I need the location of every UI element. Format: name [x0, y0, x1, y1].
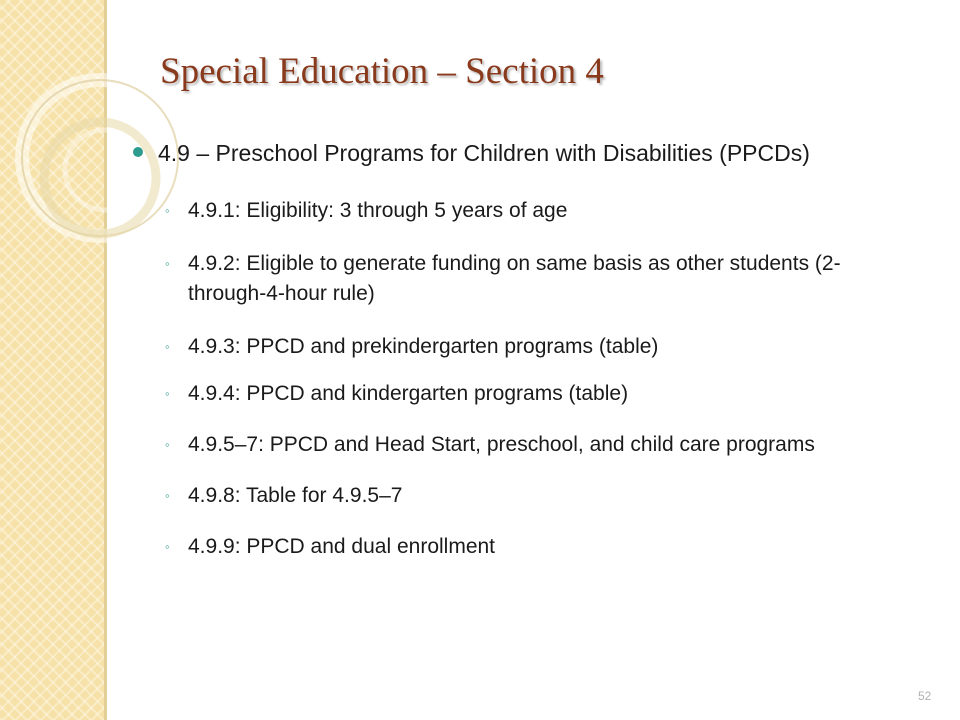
sub-bullet-7	[131, 532, 871, 562]
main-bullet	[131, 137, 871, 170]
sub-bullet-text: 4.9.9: PPCD and dual enrollment	[188, 535, 496, 558]
sub-bullet-text: 4.9.4: PPCD and kindergarten programs (table)	[188, 382, 629, 405]
sub-bullet-text: 4.9.2: Eligible to generate funding on same basis as other students (2-through-4-hour rule)	[188, 252, 841, 305]
ring-bullet-icon: ◦	[165, 539, 170, 554]
ring-bullet-icon: ◦	[165, 339, 170, 354]
slide-title: Special Education – Section 4	[160, 51, 604, 92]
ring-bullet-icon: ◦	[165, 256, 170, 271]
sub-bullet-5	[131, 430, 871, 460]
sub-bullet-text: 4.9.5–7: PPCD and Head Start, preschool, and child care programs	[188, 433, 815, 456]
sub-bullet-2	[131, 249, 871, 309]
ring-bullet-icon: ◦	[165, 488, 170, 503]
ring-bullet-icon: ◦	[165, 437, 170, 452]
sub-bullet-3	[131, 332, 871, 362]
sub-bullet-text: 4.9.1: Eligibility: 3 through 5 years of age	[188, 199, 568, 222]
sub-bullet-text: 4.9.8: Table for 4.9.5–7	[188, 484, 403, 507]
sub-bullet-6	[131, 481, 871, 511]
bullet-dot-icon	[133, 147, 143, 157]
main-bullet-text: 4.9 – Preschool Programs for Children with Disabilities (PPCDs)	[158, 140, 810, 166]
page-number: 52	[918, 689, 932, 703]
ring-bullet-icon: ◦	[165, 203, 170, 218]
sub-bullet-4	[131, 379, 871, 409]
ring-bullet-icon: ◦	[165, 386, 170, 401]
slide-content	[131, 137, 871, 562]
sub-bullet-text: 4.9.3: PPCD and prekindergarten programs (table)	[188, 335, 659, 358]
sub-bullet-1	[131, 196, 871, 226]
